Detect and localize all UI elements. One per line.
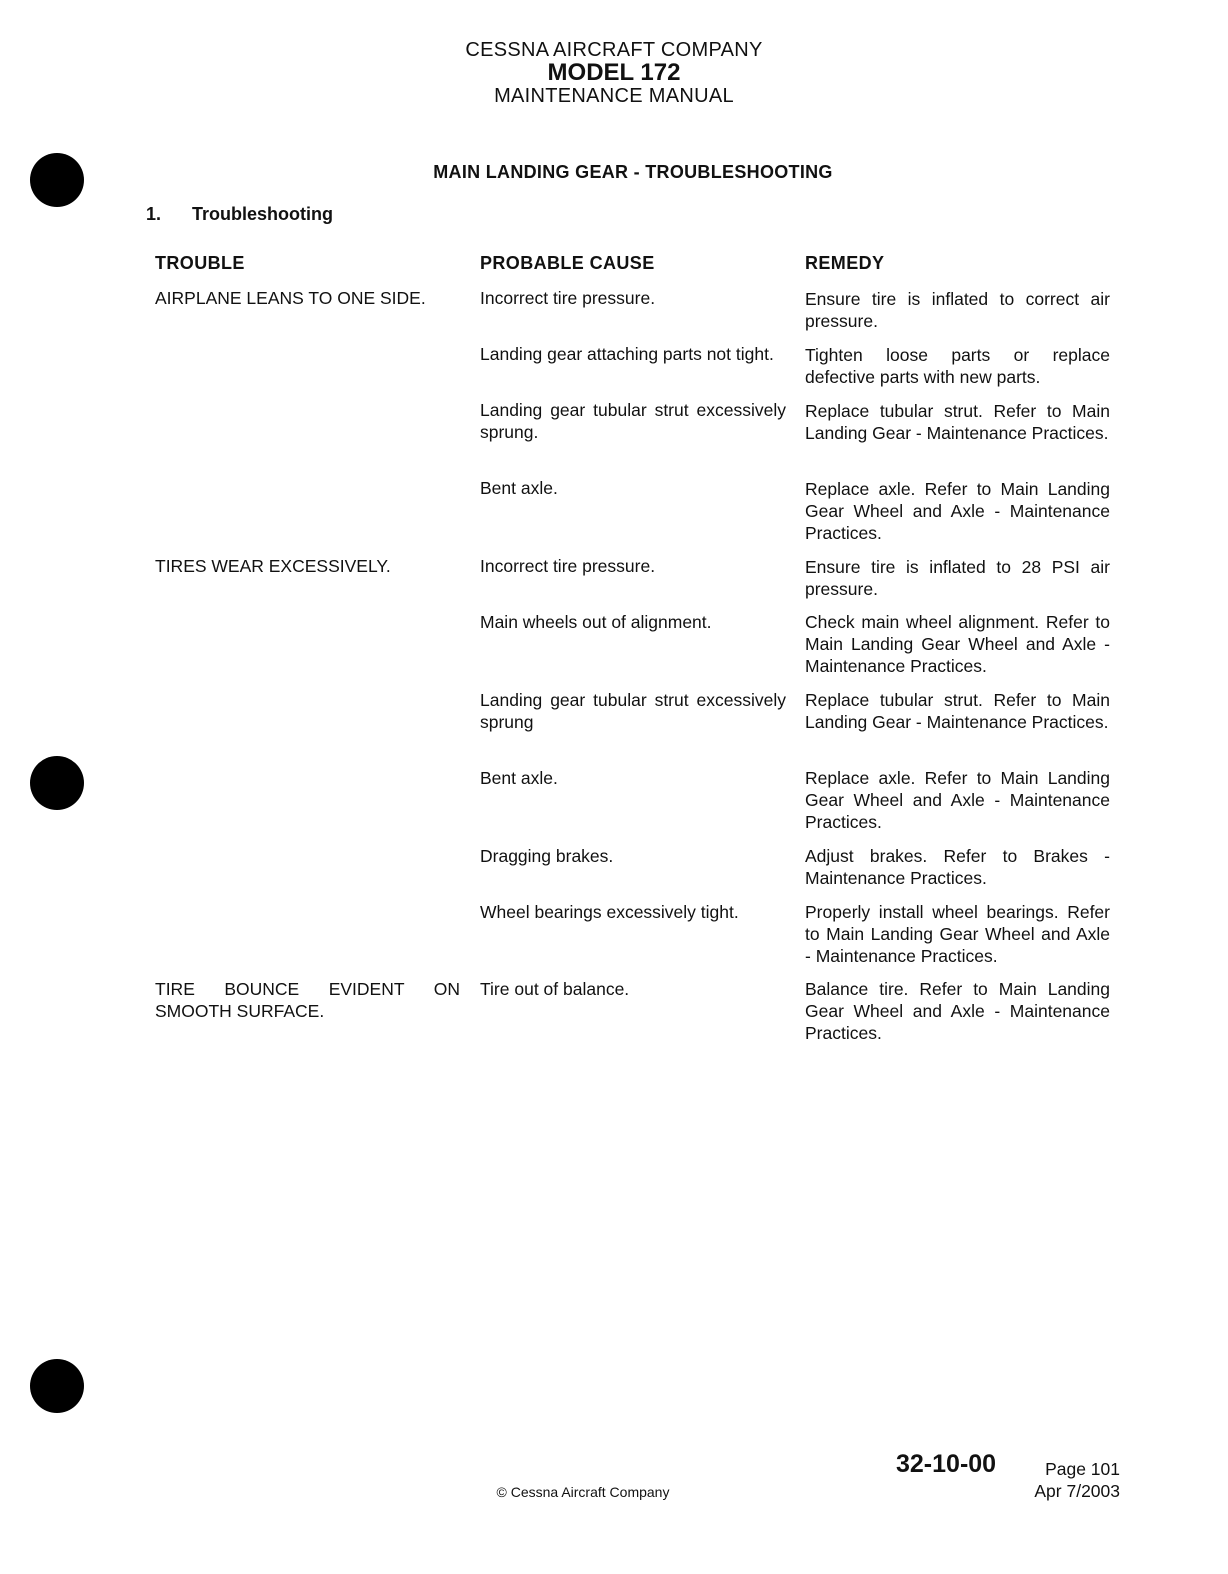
trouble-entry: AIRPLANE LEANS TO ONE SIDE. — [155, 288, 426, 308]
revision-date: Apr 7/2003 — [1034, 1481, 1120, 1501]
subheading-number: 1. — [146, 204, 162, 224]
remedy-entry: Replace tubular strut. Refer to Main Landing Gear - Maintenance Practices. — [805, 690, 1110, 732]
cause-entry: Wheel bearings excessively tight. — [480, 902, 739, 922]
document-header — [0, 40, 1228, 106]
cause-entry: Landing gear tubular strut excessively sprung — [480, 690, 786, 732]
section-title: MAIN LANDING GEAR - TROUBLESHOOTING — [433, 162, 833, 182]
cause-entry: Landing gear attaching parts not tight. — [480, 344, 774, 364]
cause-entry: Dragging brakes. — [480, 846, 614, 866]
subheading-title: Troubleshooting — [192, 204, 333, 224]
remedy-entry: Replace axle. Refer to Main Landing Gear Wheel and Axle - Maintenance Practices. — [805, 768, 1110, 832]
binder-hole — [30, 1359, 84, 1413]
chapter-code: 32-10-00 — [896, 1450, 997, 1478]
remedy-entry: Replace axle. Refer to Main Landing Gear Wheel and Axle - Maintenance Practices. — [805, 479, 1110, 543]
remedy-entry: Ensure tire is inflated to 28 PSI air pressure. — [805, 557, 1110, 599]
remedy-entry: Balance tire. Refer to Main Landing Gear Wheel and Axle - Maintenance Practices. — [805, 979, 1110, 1043]
binder-hole — [30, 756, 84, 810]
remedy-entry: Replace tubular strut. Refer to Main Landing Gear - Maintenance Practices. — [805, 401, 1110, 443]
trouble-entry: TIRE BOUNCE EVIDENT ON SMOOTH SURFACE. — [155, 979, 460, 1021]
page-number: Page 101 — [1045, 1459, 1120, 1479]
manual-title: MAINTENANCE MANUAL — [494, 85, 734, 107]
remedy-entry: Tighten loose parts or replace defective parts with new parts. — [805, 345, 1110, 387]
remedy-entry: Adjust brakes. Refer to Brakes - Maintenance Practices. — [805, 846, 1110, 888]
trouble-entry: TIRES WEAR EXCESSIVELY. — [155, 556, 391, 576]
remedy-entry: Properly install wheel bearings. Refer to Main Landing Gear Wheel and Axle - Maintenance Practices. — [805, 902, 1110, 966]
column-header-remedy: REMEDY — [805, 253, 885, 273]
cause-entry: Bent axle. — [480, 768, 558, 788]
copyright: © Cessna Aircraft Company — [496, 1484, 670, 1500]
subheading — [146, 204, 333, 225]
cause-entry: Tire out of balance. — [480, 979, 630, 999]
column-header-probable-cause: PROBABLE CAUSE — [480, 253, 655, 273]
cause-entry: Main wheels out of alignment. — [480, 612, 712, 632]
cause-entry: Incorrect tire pressure. — [480, 288, 656, 308]
model-title: MODEL 172 — [547, 59, 681, 86]
remedy-entry: Ensure tire is inflated to correct air pressure. — [805, 289, 1110, 331]
cause-entry: Landing gear tubular strut excessively sprung. — [480, 400, 786, 442]
column-header-trouble: TROUBLE — [155, 253, 245, 273]
remedy-entry: Check main wheel alignment. Refer to Main Landing Gear Wheel and Axle - Maintenance Practices. — [805, 612, 1110, 676]
company-name: CESSNA AIRCRAFT COMPANY — [465, 39, 763, 61]
cause-entry: Incorrect tire pressure. — [480, 556, 656, 576]
cause-entry: Bent axle. — [480, 478, 558, 498]
